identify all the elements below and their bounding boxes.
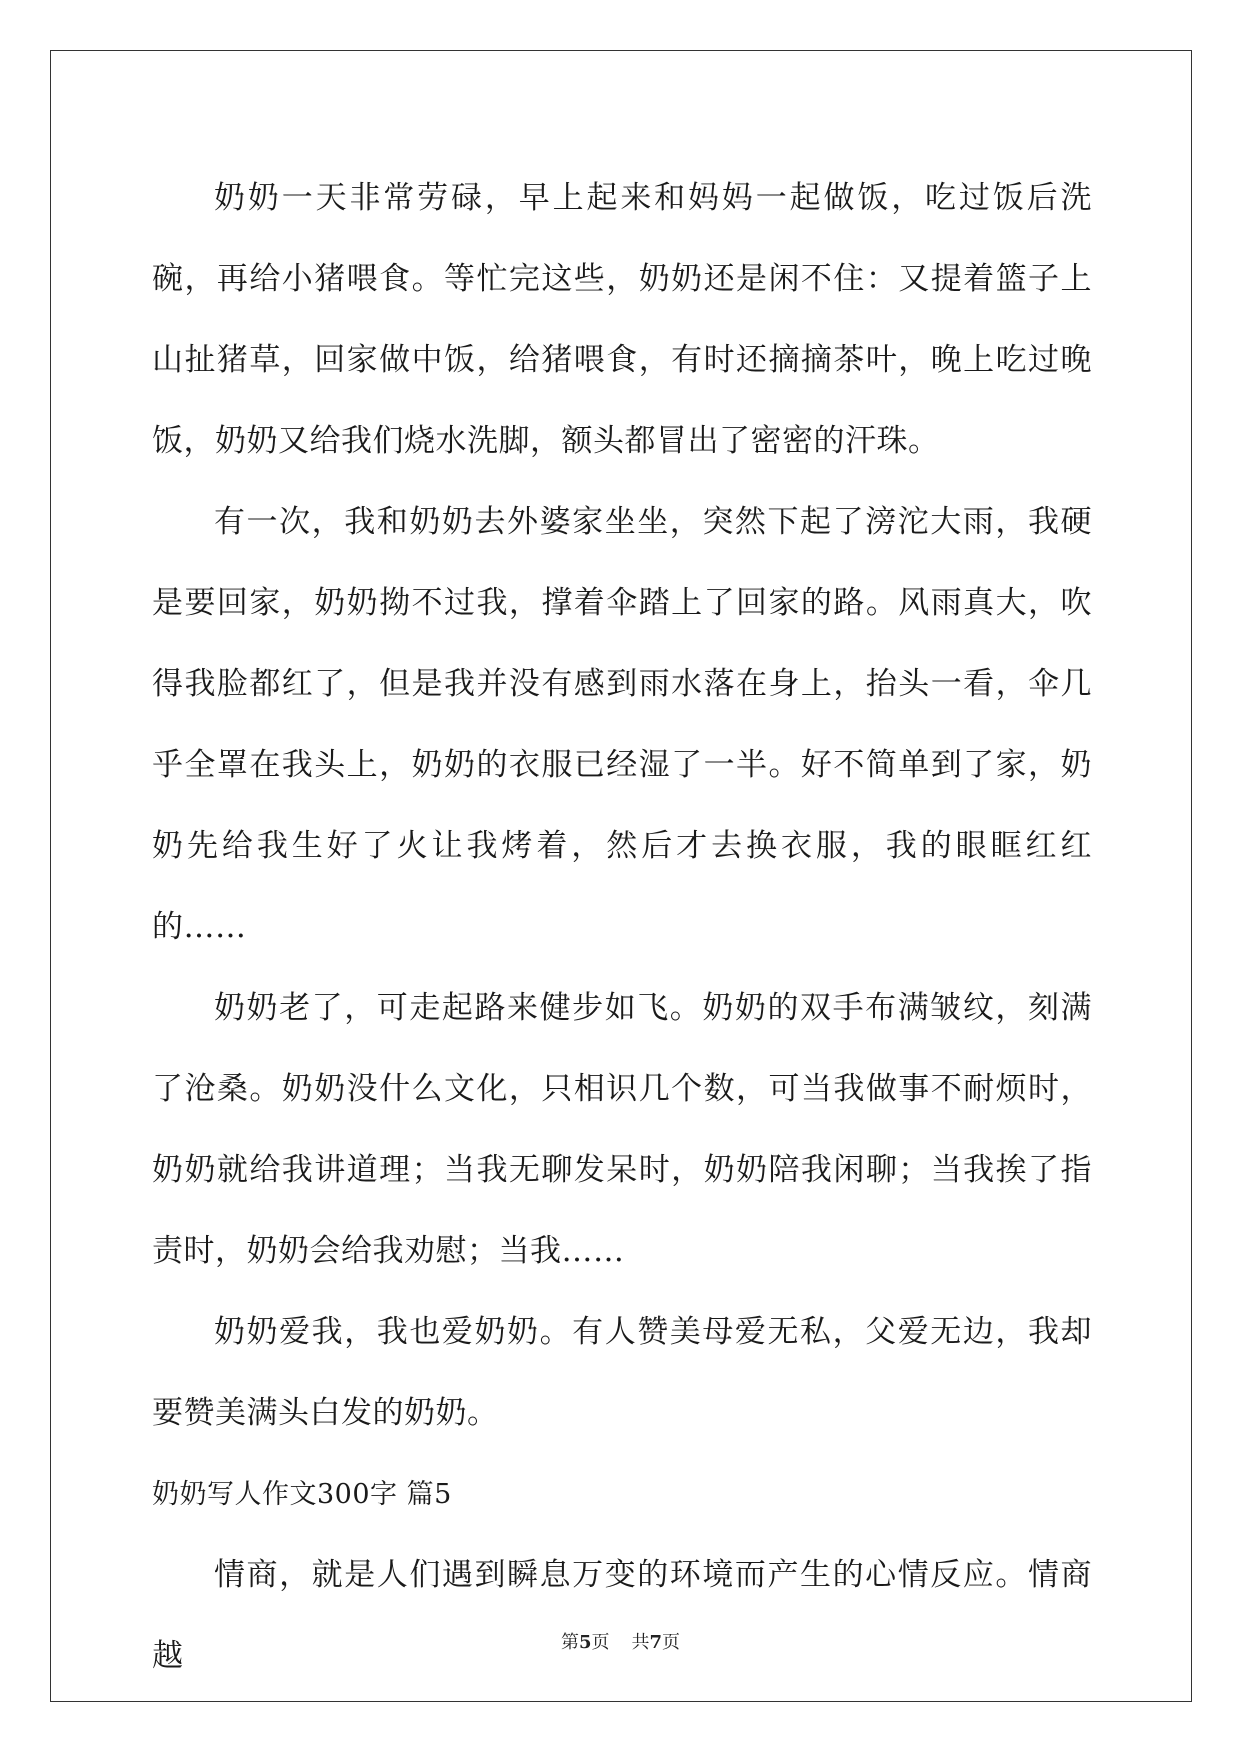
paragraph-1: 奶奶一天非常劳碌，早上起来和妈妈一起做饭，吃过饭后洗碗，再给小猪喂食。等忙完这些，奶奶还是闲不住：又提着篮子上山扯猪草，回家做中饭，给猪喂食，有时还摘摘茶叶，晚上吃过晚饭，奶奶又给我们烧水洗脚，额头都冒出了密密的汗珠。 [152, 180, 1092, 459]
section-heading: 奶奶写人作文300字 篇5 [152, 1479, 452, 1510]
paragraph-3: 奶奶老了，可走起路来健步如飞。奶奶的双手布满皱纹，刻满了沧桑。奶奶没什么文化，只相识几个数，可当我做事不耐烦时，奶奶就给我讲道理；当我无聊发呆时，奶奶陪我闲聊；当我挨了指责时，奶奶会给我劝慰；当我…… [152, 990, 1092, 1269]
paragraph-2: 有一次，我和奶奶去外婆家坐坐，突然下起了滂沱大雨，我硬是要回家，奶奶拗不过我，撑着伞踏上了回家的路。风雨真大，吹得我脸都红了，但是我并没有感到雨水落在身上，抬头一看，伞几乎全罩在我头上，奶奶的衣服已经湿了一半。好不简单到了家，奶奶先给我生好了火让我烤着，然后才去换衣服，我的眼眶红红的…… [152, 504, 1092, 945]
page-footer [0, 1628, 1241, 1654]
page-current: 5 [578, 1632, 592, 1653]
total-prefix: 共 [631, 1632, 650, 1653]
page-unit: 页 [591, 1632, 610, 1653]
page-prefix: 第 [560, 1632, 579, 1653]
paragraph-4: 奶奶爱我，我也爱奶奶。有人赞美母爱无私，父爱无边，我却要赞美满头白发的奶奶。 [152, 1314, 1092, 1431]
page-total: 7 [649, 1632, 663, 1653]
paragraph-5: 情商，就是人们遇到瞬息万变的环境而产生的心情反应。情商越 [152, 1557, 1092, 1674]
total-unit: 页 [662, 1632, 681, 1653]
document-body [152, 158, 1092, 1697]
